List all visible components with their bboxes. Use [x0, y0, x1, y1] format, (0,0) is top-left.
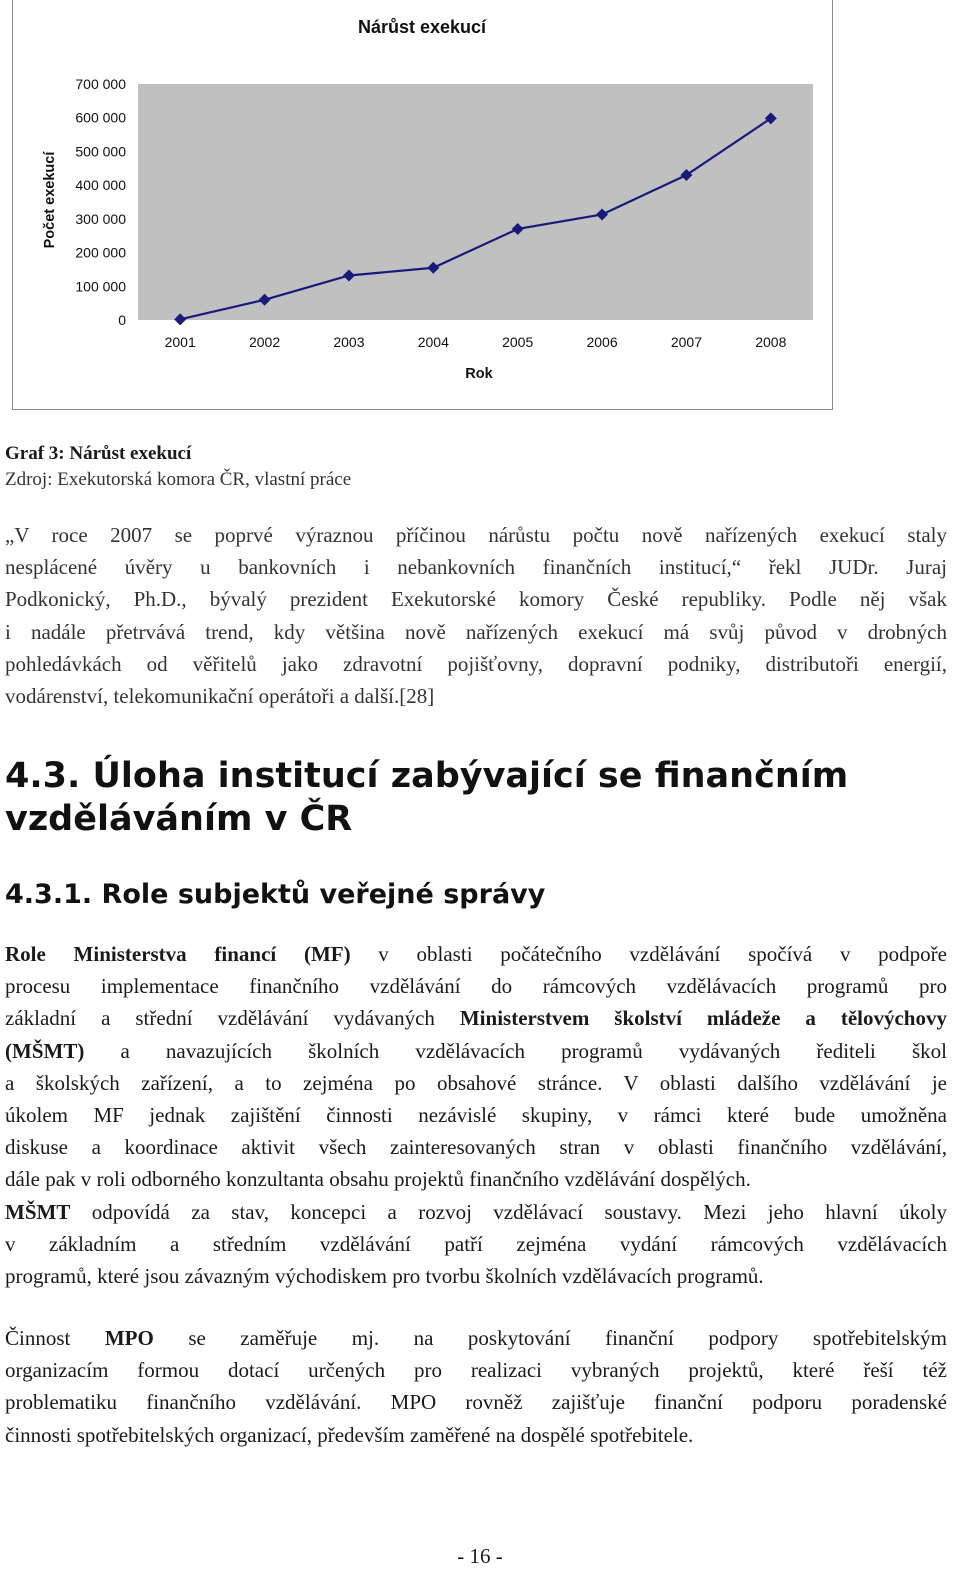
bold-term: MŠMT [5, 1199, 71, 1224]
text-line [5, 1002, 947, 1034]
y-tick-label: 600 000 [75, 109, 126, 126]
x-tick-label: 2004 [417, 334, 449, 350]
body-paragraph-mpo [5, 1322, 947, 1451]
text-line: diskuse a koordinace aktivit všech zainteresovaných stran v oblasti finančního vzdělávání, [5, 1135, 947, 1160]
text-line: úkolem MF jednak zajištění činnosti nezávislé skupiny, v rámci které bude umožněna [5, 1103, 947, 1128]
y-tick-label: 500 000 [75, 143, 126, 160]
text-line [5, 938, 947, 970]
text-line: „V roce 2007 se poprvé výraznou příčinou nárůstu počtu nově nařízených exekucí staly [5, 523, 947, 547]
line-chart [13, 0, 832, 409]
y-axis-label: Počet exekucí [42, 151, 58, 249]
text-line: Podkonický, Ph.D., bývalý prezident Exekutorské komory České republiky. Podle něj však [5, 587, 947, 612]
text-span: se zaměřuje mj. na poskytování finanční podpory spotřebitelským [153, 1326, 947, 1350]
body-paragraph-ministries [5, 938, 947, 1292]
text-line: procesu implementace finančního vzdělávání do rámcových vzdělávacích programů pro [5, 974, 947, 999]
text-line [5, 1322, 947, 1354]
text-line: nesplácené úvěry u bankovních i nebankovních finančních institucí,“ řekl JUDr. Juraj [5, 555, 947, 580]
text-line [5, 1035, 947, 1067]
bold-term: (MŠMT) [5, 1038, 85, 1063]
chart-title: Nárůst exekucí [357, 17, 487, 37]
y-tick-label: 700 000 [75, 76, 126, 92]
page-number: - 16 - [457, 1544, 503, 1568]
y-tick-label: 0 [118, 312, 126, 328]
plot-area [138, 84, 813, 320]
section-heading-line: 4.3. Úloha institucí zabývající se finančním [5, 756, 849, 796]
y-tick-label: 200 000 [75, 244, 126, 261]
x-tick-label: 2002 [248, 334, 281, 350]
x-tick-label: 2007 [670, 334, 703, 350]
section-heading-line: vzděláváním v ČR [5, 799, 353, 839]
text-line: pohledávkách od věřitelů jako zdravotní pojišťovny, dopravní podniky, distributoři energií, [5, 651, 947, 676]
section-heading [5, 755, 848, 841]
x-axis-label: Rok [465, 366, 493, 382]
x-tick-label: 2001 [164, 334, 196, 350]
text-span: základní a střední vzdělávání vydávaných [5, 1006, 460, 1031]
x-tick-label: 2006 [586, 334, 618, 350]
bold-term: Ministerstvem školství mládeže a tělovýchovy [459, 1006, 947, 1031]
figure-caption-title: Graf 3: Nárůst exekucí [5, 443, 192, 464]
chart-frame [12, 0, 833, 410]
text-line: a školských zařízení, a to zejména po obsahové stránce. V oblasti dalšího vzdělávání je [5, 1070, 947, 1095]
text-line: vodárenství, telekomunikační operátoři a další.[28] [5, 684, 435, 709]
text-span: a navazujících školních vzdělávacích programů vydávaných řediteli škol [84, 1038, 947, 1063]
x-tick-label: 2005 [502, 334, 534, 350]
text-span: Činnost [5, 1326, 105, 1350]
y-tick-label: 400 000 [75, 177, 126, 194]
text-line: organizacím formou dotací určených pro realizaci vybraných projektů, které řeší též [5, 1358, 947, 1383]
y-tick-label: 300 000 [75, 210, 126, 227]
text-line [5, 1196, 947, 1228]
figure-caption-source: Zdroj: Exekutorská komora ČR, vlastní práce [5, 469, 352, 490]
text-span: odpovídá za stav, koncepci a rozvoj vzdělávací soustavy. Mezi jeho hlavní úkoly [70, 1199, 947, 1224]
text-line: v základním a středním vzdělávání patří zejména vydání rámcových vzdělávacích [5, 1231, 947, 1256]
text-line: i nadále přetrvává trend, kdy většina nově nařízených exekucí má svůj původ v drobných [5, 619, 947, 644]
x-tick-label: 2008 [755, 334, 787, 350]
text-line: činnosti spotřebitelských organizací, především zaměřené na dospělé spotřebitele. [5, 1422, 694, 1447]
text-line: programů, které jsou závazným východiskem pro tvorbu školních vzdělávacích programů. [5, 1264, 764, 1289]
x-tick-label: 2003 [333, 334, 365, 350]
quote-paragraph [5, 519, 947, 712]
bold-term: Role Ministerstva financí (MF) [5, 942, 351, 966]
y-tick-label: 100 000 [75, 278, 126, 295]
subsection-heading: 4.3.1. Role subjektů veřejné správy [5, 879, 546, 910]
text-line: problematiku finančního vzdělávání. MPO rovněž zajišťuje finanční podporu poradenské [5, 1390, 947, 1415]
text-span: v oblasti počátečního vzdělávání spočívá v podpoře [350, 942, 947, 966]
text-line: dále pak v roli odborného konzultanta obsahu projektů finančního vzdělávání dospělých. [5, 1167, 751, 1192]
bold-term: MPO [104, 1326, 154, 1350]
